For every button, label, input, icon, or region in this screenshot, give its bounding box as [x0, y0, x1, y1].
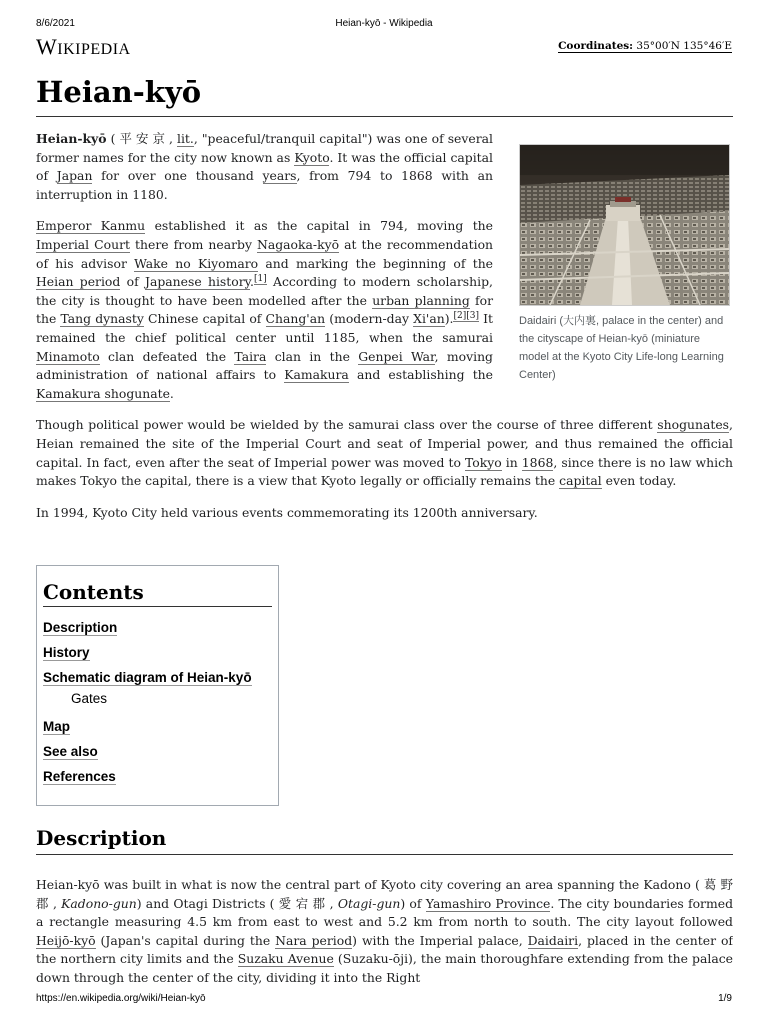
table-of-contents: [36, 565, 279, 806]
text: ) with the Imperial palace,: [352, 932, 528, 948]
link-tokyo[interactable]: Tokyo: [464, 454, 502, 470]
intro-paragraph-2: [36, 217, 493, 403]
link-japan[interactable]: Japan: [56, 168, 93, 184]
lit-abbr[interactable]: lit.: [177, 131, 194, 146]
link-years[interactable]: years: [262, 168, 297, 184]
text: , moving administration of national affairs to: [36, 348, 493, 383]
text: Chinese capital of: [143, 311, 266, 327]
text: , Heian remained the site of the Imperial Court and seat of Imperial power, and thus remained the official capital. In fact, even after the seat of Imperial power was moved to: [36, 417, 733, 470]
toc-item-references[interactable]: [43, 764, 272, 789]
coordinates: [558, 40, 732, 52]
coordinates-link[interactable]: [558, 40, 732, 53]
link-kyoto[interactable]: Kyoto: [294, 149, 330, 165]
link-japanese-history[interactable]: Japanese history: [145, 274, 251, 290]
link-taira[interactable]: Taira: [234, 348, 267, 364]
text: and marking the beginning of the: [258, 255, 494, 271]
link-imperial-court[interactable]: Imperial Court: [36, 236, 131, 252]
link-1868[interactable]: 1868: [521, 454, 554, 470]
text: .: [250, 274, 254, 290]
link-daidairi[interactable]: Daidairi: [527, 932, 579, 948]
toc-label: Schematic diagram of Heian-kyō: [43, 670, 252, 685]
logo-initial: W: [36, 34, 58, 59]
text: ) and Otagi Districts ( 愛 宕 郡 ,: [136, 895, 338, 911]
text: for the: [36, 292, 493, 327]
text: Heian-kyō was built in what is now the central part of Kyoto city covering an area spanning the Kadono ( 葛 野 郡 ,: [36, 877, 733, 911]
toc-item-history[interactable]: [43, 640, 272, 665]
link-tang-dynasty[interactable]: Tang dynasty: [60, 311, 144, 327]
text: It remained the chief political center until 1185, when the samurai: [36, 311, 494, 345]
link-minamoto[interactable]: Minamoto: [36, 348, 100, 364]
text: established it as the capital in 794, moving the: [145, 218, 493, 234]
link-changan[interactable]: Chang'an: [265, 311, 326, 327]
link-heijo-kyo[interactable]: Heijō-kyō: [36, 932, 96, 948]
link-capital[interactable]: capital: [559, 473, 602, 489]
coordinates-value: 35°00′N 135°46′E: [636, 40, 732, 52]
coordinates-label: Coordinates:: [558, 40, 634, 52]
text: even today.: [601, 473, 677, 489]
link-yamashiro-province[interactable]: Yamashiro Province: [425, 895, 551, 911]
section-heading-description: Description: [36, 826, 733, 855]
text: clan in the: [266, 348, 359, 364]
intro-paragraph-1: [36, 130, 493, 204]
link-wake-no-kiyomaro[interactable]: Wake no Kiyomaro: [134, 255, 259, 271]
heian-kyo-model-image[interactable]: [519, 144, 730, 306]
page-title: Heian-kyō: [36, 70, 733, 117]
city-model-photo: [520, 145, 729, 305]
text: .: [169, 385, 174, 401]
print-title: Heian-kyō - Wikipedia: [335, 18, 433, 29]
infobox-figure: [519, 144, 730, 384]
kadono-gun: Kadono-gun: [61, 895, 137, 911]
otagi-gun: Otagi-gun: [337, 895, 401, 911]
toc-label: Gates: [71, 691, 108, 706]
text: Though political power would be wielded by the samurai class over the course of three different: [36, 417, 658, 433]
wikipedia-logo[interactable]: [36, 34, 131, 60]
toc-list: [43, 615, 272, 789]
text: ) of: [400, 895, 426, 911]
ref-2-3[interactable]: [2][3]: [453, 311, 479, 322]
infobox-caption: Daidairi (大内裏, palace in the center) and the cityscape of Heian-kyō (miniature model at the Kyoto City Life-long Learning Center): [519, 315, 724, 381]
toc-item-description[interactable]: [43, 615, 272, 640]
text: , from 794 to 1868 with an interruption in 1180.: [36, 168, 493, 202]
print-url: https://en.wikipedia.org/wiki/Heian-kyō: [36, 993, 206, 1004]
text: , since there is no law which makes Tokyo the capital, there is a view that Kyoto legally or officially remains the: [36, 454, 733, 489]
description-paragraph: [36, 876, 733, 987]
link-urban-planning[interactable]: urban planning: [372, 292, 470, 308]
link-suzaku-avenue[interactable]: Suzaku Avenue: [237, 951, 334, 967]
text: of: [120, 274, 145, 290]
link-nara-period[interactable]: Nara period: [275, 932, 353, 948]
text: , placed in the center of the northern city limits and the: [36, 932, 733, 967]
ref-1[interactable]: [1]: [253, 274, 267, 285]
link-genpei-war[interactable]: Genpei War: [358, 348, 435, 364]
text: clan defeated the: [99, 348, 235, 364]
print-header: [0, 18, 768, 32]
toc-item-schematic-diagram[interactable]: [43, 665, 272, 690]
text: (modern-day: [325, 311, 414, 327]
print-page-number: 1/9: [718, 993, 732, 1004]
text: in: [501, 454, 522, 470]
text: at the recommendation of his advisor: [36, 236, 494, 271]
print-date: 8/6/2021: [36, 18, 75, 29]
toc-item-map[interactable]: [43, 714, 272, 739]
intro-paragraph-4: In 1994, Kyoto City held various events commemorating its 1200th anniversary.: [36, 504, 538, 520]
link-xian[interactable]: Xi'an: [413, 311, 445, 327]
toc-item-gates[interactable]: [43, 690, 272, 708]
text: for over one thousand: [92, 168, 263, 184]
text: . The city boundaries formed a rectangle measuring 4.5 km from east to west and 5.2 km from north to south. The city layout followed: [36, 895, 733, 930]
toc-label: See also: [43, 744, 98, 759]
link-heian-period[interactable]: Heian period: [36, 274, 121, 290]
toc-label: Description: [43, 620, 118, 635]
toc-label: Map: [43, 719, 70, 734]
link-kamakura[interactable]: Kamakura: [284, 367, 349, 383]
link-emperor-kanmu[interactable]: Emperor Kanmu: [36, 218, 146, 234]
text: there from nearby: [130, 236, 257, 252]
text: ).: [444, 311, 454, 327]
link-kamakura-shogunate[interactable]: Kamakura shogunate: [36, 385, 170, 401]
print-footer: [0, 993, 768, 1007]
text: ( 平 安 京 ,: [106, 131, 177, 146]
toc-item-see-also[interactable]: [43, 739, 272, 764]
link-nagaoka-kyo[interactable]: Nagaoka-kyō: [257, 236, 340, 252]
link-shogunates[interactable]: shogunates: [657, 417, 730, 433]
intro-paragraph-3: [36, 416, 733, 490]
text: and establishing the: [348, 367, 493, 383]
text: (Japan's capital during the: [95, 932, 276, 948]
toc-heading: Contents: [43, 580, 272, 607]
text: . It was the official capital of: [36, 149, 493, 184]
toc-label: History: [43, 645, 90, 660]
text: (Suzaku-ōji), the main thoroughfare extending from the palace down through the center of the city, dividing it into the Right: [36, 951, 733, 985]
logo-rest: IKIPEDIA: [57, 41, 131, 58]
term-bold: Heian-kyō: [36, 131, 107, 146]
toc-label: References: [43, 769, 116, 784]
text: , "peaceful/tranquil capital") was one of several former names for the city now known as: [36, 131, 493, 165]
text: According to modern scholarship, the city is thought to have been modelled after the: [36, 274, 493, 308]
